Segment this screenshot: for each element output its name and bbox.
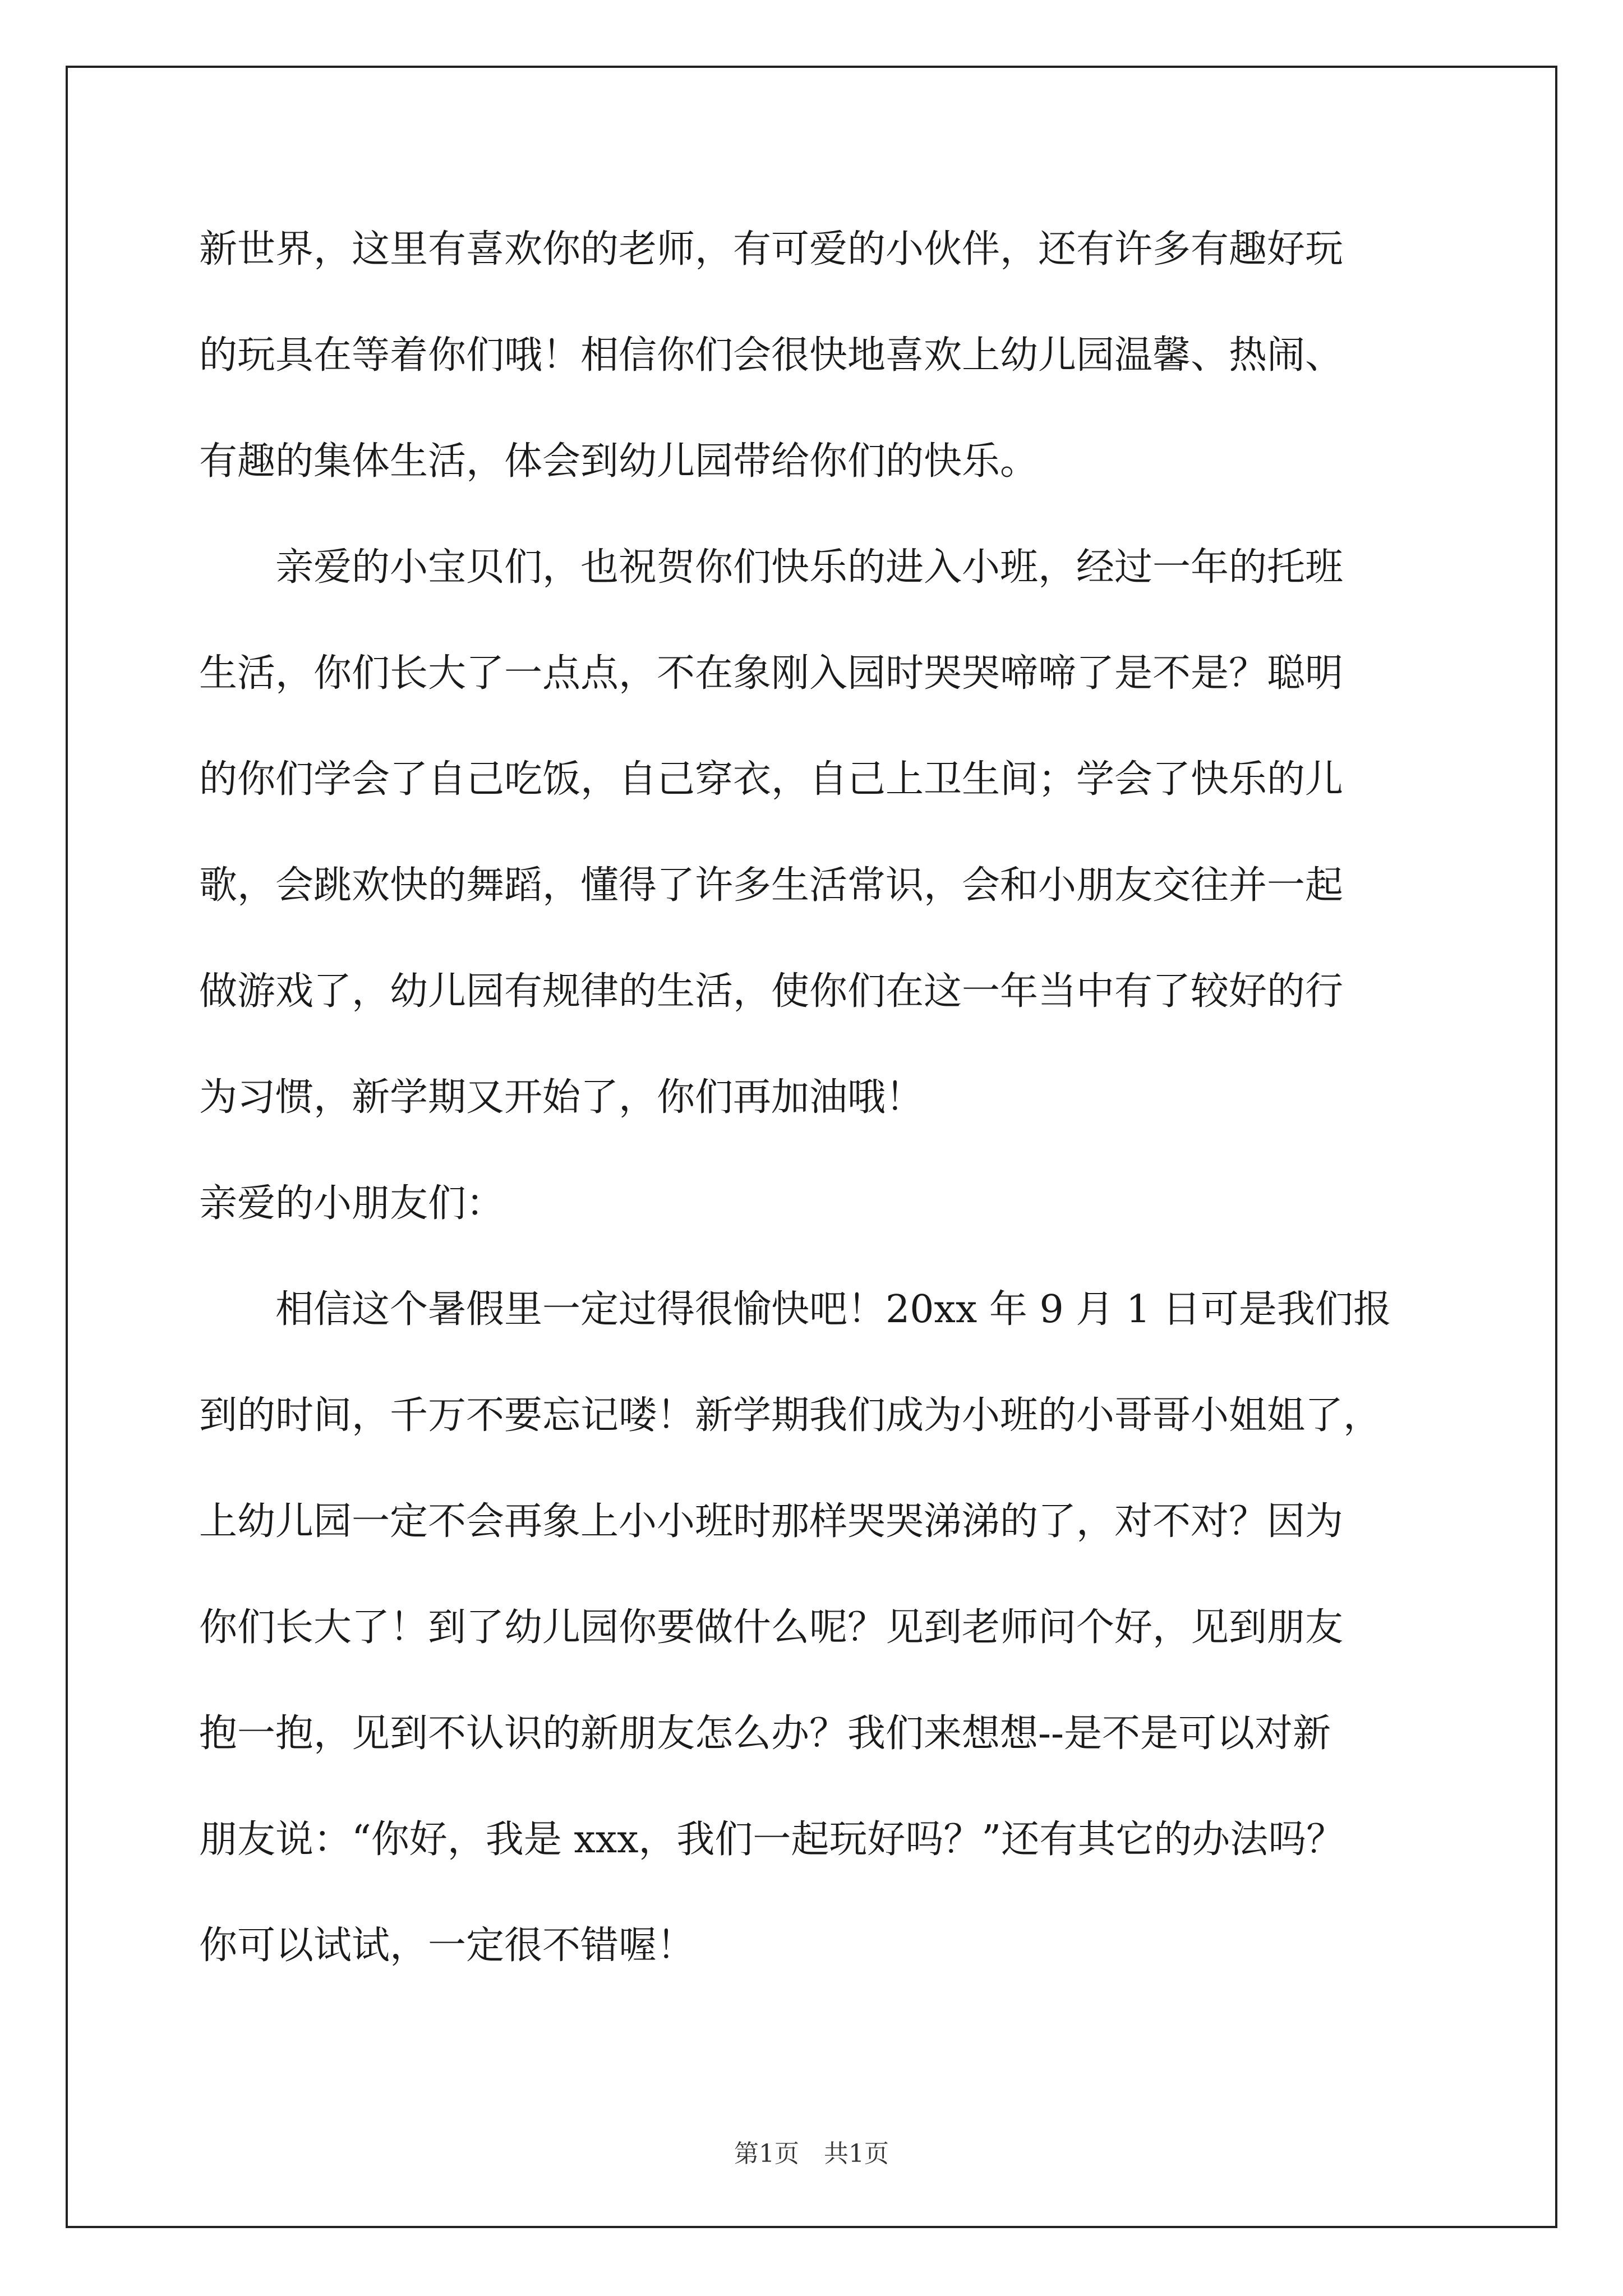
paragraph	[199, 540, 1461, 1176]
text-line: 做游戏了，幼儿园有规律的生活，使你们在这一年当中有了较好的行	[199, 969, 1344, 1014]
paragraph-greeting	[199, 1176, 1461, 1282]
text-line: 到的时间，千万不要忘记喽！新学期我们成为小班的小哥哥小姐姐了，	[199, 1393, 1382, 1438]
text-line: 亲爱的小朋友们：	[199, 1181, 505, 1226]
page-footer: 第1页 共1页	[734, 2139, 889, 2168]
paragraph	[199, 222, 1461, 540]
text-line: 为习惯，新学期又开始了，你们再加油哦！	[199, 1075, 924, 1120]
text-line: 你们长大了！到了幼儿园你要做什么呢？见到老师问个好，见到朋友	[199, 1605, 1344, 1650]
text-line: 抱一抱，见到不认识的新朋友怎么办？我们来想想--是不是可以对新	[199, 1711, 1331, 1756]
text-line: 有趣的集体生活，体会到幼儿园带给你们的快乐。	[199, 439, 1039, 484]
text-line: 新世界，这里有喜欢你的老师，有可爱的小伙伴，还有许多有趣好玩	[199, 227, 1344, 272]
paragraph	[199, 1282, 1461, 2024]
text-line: 的玩具在等着你们哦！相信你们会很快地喜欢上幼儿园温馨、热闹、	[199, 333, 1344, 378]
text-line: 生活，你们长大了一点点，不在象刚入园时哭哭啼啼了是不是？聪明	[199, 651, 1344, 696]
text-line: 亲爱的小宝贝们，也祝贺你们快乐的进入小班，经过一年的托班	[199, 545, 1344, 590]
text-line: 朋友说：“你好，我是 xxx，我们一起玩好吗？”还有其它的办法吗？	[199, 1818, 1345, 1862]
text-line: 的你们学会了自己吃饭，自己穿衣，自己上卫生间；学会了快乐的儿	[199, 757, 1344, 802]
text-line: 相信这个暑假里一定过得很愉快吧！20xx 年 9 月 1 日可是我们报	[199, 1287, 1391, 1332]
text-line: 你可以试试，一定很不错喔！	[199, 1924, 695, 1968]
text-line: 上幼儿园一定不会再象上小小班时那样哭哭涕涕的了，对不对？因为	[199, 1499, 1344, 1544]
text-line: 歌，会跳欢快的舞蹈，懂得了许多生活常识，会和小朋友交往并一起	[199, 863, 1344, 908]
document-body	[199, 222, 1461, 2024]
